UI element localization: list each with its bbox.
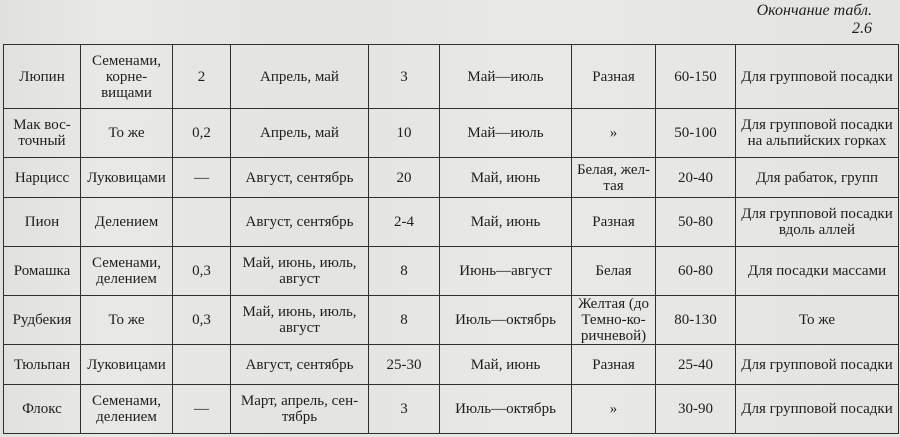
col8-cell: 80-130: [656, 296, 736, 345]
plant-name-cell: Люпин: [4, 45, 81, 109]
table-row: [4, 345, 899, 385]
col5-cell: 3: [369, 45, 440, 109]
col8-cell: 50-100: [656, 109, 736, 158]
col6-cell: Май, июнь: [440, 198, 572, 247]
propagation-cell: Семенами, делением: [81, 385, 173, 434]
propagation-cell: Луковицами: [81, 345, 173, 385]
col9-cell: Для групповой посадки: [736, 385, 899, 434]
col9-cell: Для групповой посадки на альпийских горках: [736, 109, 899, 158]
col4-cell: Август, сентябрь: [231, 158, 369, 198]
col3-cell: [173, 198, 231, 247]
col4-cell: Май, июнь, июль, август: [231, 296, 369, 345]
col8-cell: 25-40: [656, 345, 736, 385]
col3-cell: —: [173, 158, 231, 198]
col7-cell: »: [572, 385, 656, 434]
col9-cell: Для рабаток, групп: [736, 158, 899, 198]
propagation-cell: То же: [81, 109, 173, 158]
propagation-cell: Семенами, делением: [81, 247, 173, 296]
plant-name-cell: Флокс: [4, 385, 81, 434]
plant-name-cell: Тюльпан: [4, 345, 81, 385]
col6-cell: Май—июль: [440, 109, 572, 158]
col3-cell: 2: [173, 45, 231, 109]
propagation-cell: Семенами, корне- вищами: [81, 45, 173, 109]
plant-name-cell: Пион: [4, 198, 81, 247]
col9-cell: Для посадки массами: [736, 247, 899, 296]
table-row: [4, 385, 899, 434]
table-row: [4, 198, 899, 247]
col3-cell: —: [173, 385, 231, 434]
table-row: [4, 158, 899, 198]
propagation-cell: Делением: [81, 198, 173, 247]
col7-cell: Желтая (до Темно-ко- ричневой): [572, 296, 656, 345]
col5-cell: 20: [369, 158, 440, 198]
col7-cell: Белая: [572, 247, 656, 296]
flower-table: [3, 44, 899, 434]
col3-cell: 0,3: [173, 296, 231, 345]
col5-cell: 2-4: [369, 198, 440, 247]
table-row: [4, 296, 899, 345]
col5-cell: 3: [369, 385, 440, 434]
plant-name-cell: Рудбекия: [4, 296, 81, 345]
table-row: [4, 45, 899, 109]
col3-cell: 0,2: [173, 109, 231, 158]
col7-cell: Разная: [572, 198, 656, 247]
col6-cell: Май, июнь: [440, 345, 572, 385]
propagation-cell: Луковицами: [81, 158, 173, 198]
col8-cell: 20-40: [656, 158, 736, 198]
col7-cell: Разная: [572, 45, 656, 109]
col6-cell: Май, июнь: [440, 158, 572, 198]
caption-line-1: Окончание табл.: [756, 2, 872, 19]
col4-cell: Август, сентябрь: [231, 345, 369, 385]
col5-cell: 25-30: [369, 345, 440, 385]
plant-name-cell: Мак вос- точный: [4, 109, 81, 158]
col6-cell: Июль—октябрь: [440, 296, 572, 345]
col8-cell: 60-150: [656, 45, 736, 109]
col3-cell: [173, 345, 231, 385]
caption-line-2: 2.6: [852, 20, 872, 37]
col5-cell: 8: [369, 247, 440, 296]
col9-cell: Для групповой посадки: [736, 45, 899, 109]
col7-cell: Белая, жел- тая: [572, 158, 656, 198]
col3-cell: 0,3: [173, 247, 231, 296]
col4-cell: Май, июнь, июль, август: [231, 247, 369, 296]
table-continuation-caption: [752, 2, 872, 38]
plant-name-cell: Ромашка: [4, 247, 81, 296]
col8-cell: 60-80: [656, 247, 736, 296]
col7-cell: Разная: [572, 345, 656, 385]
col9-cell: Для групповой посадки: [736, 345, 899, 385]
col9-cell: То же: [736, 296, 899, 345]
col5-cell: 8: [369, 296, 440, 345]
table-row: [4, 247, 899, 296]
col6-cell: Май—июль: [440, 45, 572, 109]
col9-cell: Для групповой посадки вдоль аллей: [736, 198, 899, 247]
col7-cell: »: [572, 109, 656, 158]
col8-cell: 50-80: [656, 198, 736, 247]
plant-name-cell: Нарцисс: [4, 158, 81, 198]
col4-cell: Март, апрель, сен- тябрь: [231, 385, 369, 434]
col8-cell: 30-90: [656, 385, 736, 434]
col5-cell: 10: [369, 109, 440, 158]
col4-cell: Август, сентябрь: [231, 198, 369, 247]
table-row: [4, 109, 899, 158]
col4-cell: Апрель, май: [231, 109, 369, 158]
col4-cell: Апрель, май: [231, 45, 369, 109]
propagation-cell: То же: [81, 296, 173, 345]
col6-cell: Июль—октябрь: [440, 385, 572, 434]
col6-cell: Июнь—август: [440, 247, 572, 296]
